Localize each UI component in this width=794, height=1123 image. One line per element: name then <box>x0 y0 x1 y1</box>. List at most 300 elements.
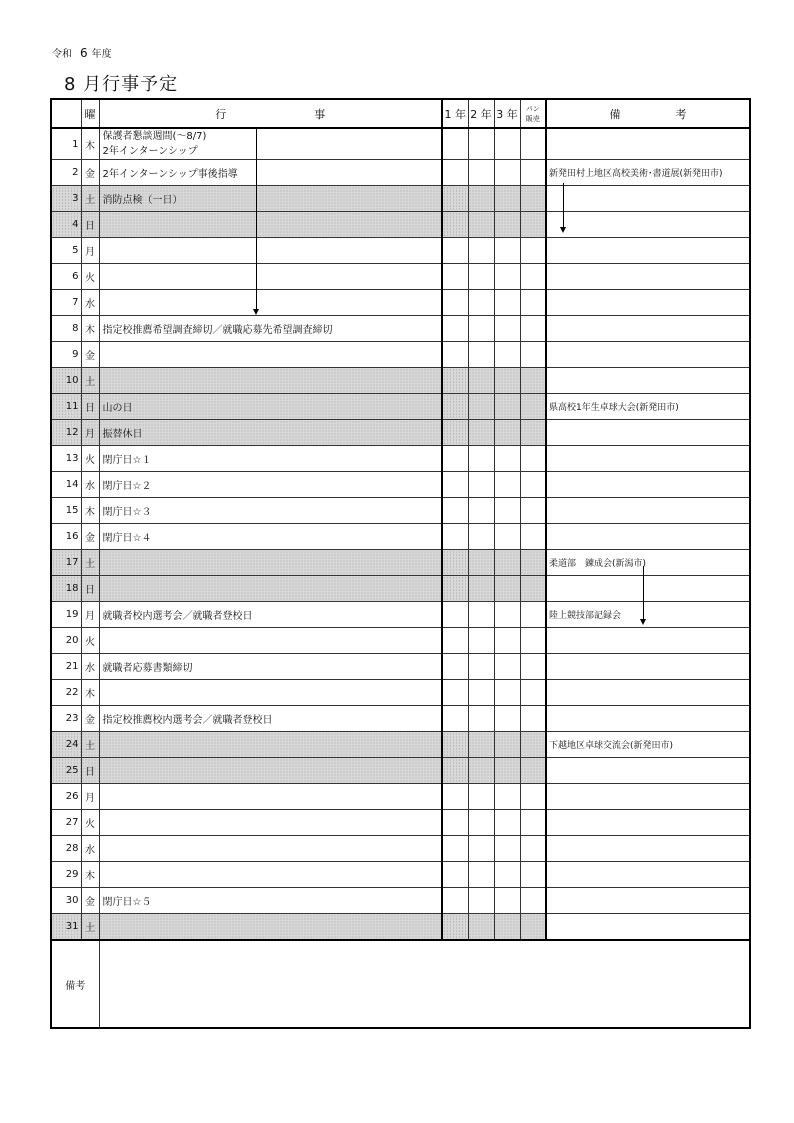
grade1-cell <box>442 550 468 576</box>
continuation-arrow-week1 <box>256 129 257 313</box>
weekday-cell: 木 <box>81 862 99 888</box>
weekday-cell: 日 <box>81 576 99 602</box>
bread-sale-cell <box>520 524 546 550</box>
weekday-cell: 日 <box>81 758 99 784</box>
weekday-cell: 木 <box>81 316 99 342</box>
table-row <box>51 732 750 758</box>
remarks-cell <box>546 342 750 368</box>
grade3-cell <box>494 654 520 680</box>
table-row <box>51 836 750 862</box>
table-row <box>51 628 750 654</box>
weekday-cell: 金 <box>81 160 99 186</box>
grade1-cell <box>442 128 468 160</box>
remarks-cell: 陸上競技部記録会 <box>546 602 750 628</box>
table-row <box>51 888 750 914</box>
grade2-header: 2 年 <box>468 99 494 128</box>
remarks-cell <box>546 264 750 290</box>
grade2-cell <box>468 238 494 264</box>
grade2-cell <box>468 810 494 836</box>
weekday-cell: 金 <box>81 888 99 914</box>
fiscal-year-line <box>52 45 112 60</box>
year-suffix: 年度 <box>91 49 112 60</box>
day-cell: 12 <box>51 420 81 446</box>
day-cell: 27 <box>51 810 81 836</box>
grade1-cell <box>442 836 468 862</box>
grade1-cell <box>442 576 468 602</box>
weekday-cell: 木 <box>81 498 99 524</box>
event-line: 閉庁日☆５ <box>102 897 152 908</box>
weekday-cell: 土 <box>81 368 99 394</box>
grade3-cell <box>494 264 520 290</box>
bread-sale-cell <box>520 784 546 810</box>
day-cell: 20 <box>51 628 81 654</box>
remarks-cell: 県高校1年生卓球大会(新発田市) <box>546 394 750 420</box>
grade3-cell <box>494 810 520 836</box>
grade3-cell <box>494 238 520 264</box>
day-cell: 3 <box>51 186 81 212</box>
dow-header: 曜 <box>81 99 99 128</box>
table-row <box>51 550 750 576</box>
day-cell: 8 <box>51 316 81 342</box>
grade1-header: 1 年 <box>442 99 468 128</box>
remarks-cell <box>546 628 750 654</box>
bread-sale-header-top: パン <box>525 104 540 113</box>
grade2-cell <box>468 550 494 576</box>
grade3-cell <box>494 706 520 732</box>
remarks-cell: 新発田村上地区高校美術･書道展(新発田市) <box>546 160 750 186</box>
grade3-header: 3 年 <box>494 99 520 128</box>
grade1-cell <box>442 316 468 342</box>
events-cell <box>99 394 442 420</box>
remarks-cell <box>546 498 750 524</box>
weekday-cell: 火 <box>81 446 99 472</box>
grade3-cell <box>494 420 520 446</box>
continuation-arrow-art-exhibit <box>563 183 564 231</box>
weekday-cell: 火 <box>81 628 99 654</box>
grade3-cell <box>494 524 520 550</box>
event-line: 就職者校内選考会／就職者登校日 <box>102 611 253 622</box>
grade2-cell <box>468 186 494 212</box>
table-row <box>51 316 750 342</box>
day-cell: 6 <box>51 264 81 290</box>
events-cell <box>99 836 442 862</box>
weekday-cell: 月 <box>81 784 99 810</box>
grade1-cell <box>442 186 468 212</box>
remarks-cell <box>546 420 750 446</box>
bread-sale-cell <box>520 498 546 524</box>
grade2-cell <box>468 498 494 524</box>
event-line: 閉庁日☆３ <box>102 507 152 518</box>
weekday-cell: 土 <box>81 914 99 941</box>
remarks-header: 備 考 <box>546 99 750 128</box>
grade3-cell <box>494 784 520 810</box>
weekday-cell: 月 <box>81 602 99 628</box>
events-cell <box>99 160 442 186</box>
grade1-cell <box>442 368 468 394</box>
remarks-cell <box>546 680 750 706</box>
grade3-cell <box>494 368 520 394</box>
grade1-cell <box>442 498 468 524</box>
grade2-cell <box>468 342 494 368</box>
grade2-cell <box>468 368 494 394</box>
grade2-cell <box>468 160 494 186</box>
grade1-cell <box>442 524 468 550</box>
grade3-cell <box>494 160 520 186</box>
grade2-cell <box>468 706 494 732</box>
bread-sale-cell <box>520 628 546 654</box>
events-cell <box>99 810 442 836</box>
weekday-cell: 水 <box>81 836 99 862</box>
remarks-cell <box>546 914 750 941</box>
grade2-cell <box>468 472 494 498</box>
grade1-cell <box>442 420 468 446</box>
remarks-cell <box>546 888 750 914</box>
grade3-cell <box>494 836 520 862</box>
bread-sale-cell <box>520 186 546 212</box>
day-cell: 30 <box>51 888 81 914</box>
weekday-cell: 水 <box>81 654 99 680</box>
grade2-cell <box>468 394 494 420</box>
events-cell <box>99 628 442 654</box>
day-cell: 29 <box>51 862 81 888</box>
remarks-cell <box>546 810 750 836</box>
weekday-cell: 火 <box>81 264 99 290</box>
event-line: 振替休日 <box>102 429 143 440</box>
weekday-cell: 月 <box>81 420 99 446</box>
grade3-cell <box>494 316 520 342</box>
day-cell: 25 <box>51 758 81 784</box>
bread-sale-cell <box>520 888 546 914</box>
bread-sale-cell <box>520 472 546 498</box>
grade3-cell <box>494 680 520 706</box>
notes-label: 備考 <box>51 940 99 1028</box>
notes-area <box>99 940 750 1028</box>
grade3-cell <box>494 602 520 628</box>
events-cell <box>99 914 442 941</box>
day-cell: 4 <box>51 212 81 238</box>
events-cell <box>99 654 442 680</box>
grade3-cell <box>494 914 520 941</box>
grade1-cell <box>442 394 468 420</box>
table-row <box>51 186 750 212</box>
table-row <box>51 160 750 186</box>
bread-sale-cell <box>520 316 546 342</box>
grade3-cell <box>494 758 520 784</box>
remarks-cell: 柔道部 錬成会(新潟市) <box>546 550 750 576</box>
grade2-cell <box>468 680 494 706</box>
events-cell <box>99 524 442 550</box>
bread-sale-cell <box>520 862 546 888</box>
grade1-cell <box>442 602 468 628</box>
grade2-cell <box>468 862 494 888</box>
weekday-cell: 金 <box>81 342 99 368</box>
events-cell <box>99 602 442 628</box>
day-header <box>51 99 81 128</box>
bread-sale-cell <box>520 368 546 394</box>
events-cell <box>99 342 442 368</box>
event-line: 山の日 <box>102 403 133 414</box>
table-row <box>51 342 750 368</box>
grade1-cell <box>442 810 468 836</box>
table-row <box>51 128 750 160</box>
table-row <box>51 394 750 420</box>
grade2-cell <box>468 628 494 654</box>
grade2-cell <box>468 914 494 941</box>
events-cell <box>99 498 442 524</box>
grade1-cell <box>442 628 468 654</box>
grade3-cell <box>494 498 520 524</box>
bread-sale-cell <box>520 758 546 784</box>
event-line: 閉庁日☆２ <box>102 481 152 492</box>
day-cell: 2 <box>51 160 81 186</box>
bread-sale-cell <box>520 550 546 576</box>
bread-sale-cell <box>520 238 546 264</box>
grade1-cell <box>442 446 468 472</box>
events-cell <box>99 316 442 342</box>
day-cell: 26 <box>51 784 81 810</box>
day-cell: 22 <box>51 680 81 706</box>
continuation-arrow-judo <box>643 566 644 623</box>
day-cell: 15 <box>51 498 81 524</box>
grade2-cell <box>468 836 494 862</box>
table-row <box>51 784 750 810</box>
weekday-cell: 日 <box>81 212 99 238</box>
event-line: 保護者懇談週間(～8/7) <box>102 131 207 142</box>
weekday-cell: 日 <box>81 394 99 420</box>
events-cell <box>99 212 442 238</box>
table-row <box>51 862 750 888</box>
page-title: 8 月行事予定 <box>64 74 179 95</box>
grade2-cell <box>468 654 494 680</box>
bread-sale-cell <box>520 290 546 316</box>
events-cell <box>99 758 442 784</box>
bread-sale-header-bottom: 販売 <box>525 114 540 123</box>
events-cell <box>99 264 442 290</box>
events-cell <box>99 128 442 160</box>
grade2-cell <box>468 128 494 160</box>
grade3-cell <box>494 342 520 368</box>
notes-row <box>51 940 750 1028</box>
weekday-cell: 土 <box>81 186 99 212</box>
grade3-cell <box>494 472 520 498</box>
grade3-cell <box>494 862 520 888</box>
table-row <box>51 524 750 550</box>
bread-sale-cell <box>520 446 546 472</box>
bread-sale-cell <box>520 264 546 290</box>
table-row <box>51 212 750 238</box>
grade2-cell <box>468 264 494 290</box>
event-line: 指定校推薦校内選考会／就職者登校日 <box>102 715 273 726</box>
events-cell <box>99 420 442 446</box>
table-row <box>51 810 750 836</box>
table-row <box>51 680 750 706</box>
table-row <box>51 706 750 732</box>
grade2-cell <box>468 602 494 628</box>
remarks-cell <box>546 368 750 394</box>
day-cell: 18 <box>51 576 81 602</box>
bread-sale-cell <box>520 914 546 941</box>
bread-sale-cell <box>520 654 546 680</box>
day-cell: 13 <box>51 446 81 472</box>
bread-sale-cell <box>520 810 546 836</box>
grade2-cell <box>468 888 494 914</box>
header-row <box>51 99 750 128</box>
day-cell: 1 <box>51 128 81 160</box>
events-cell <box>99 368 442 394</box>
remarks-cell <box>546 290 750 316</box>
bread-sale-cell <box>520 836 546 862</box>
event-line: 指定校推薦希望調査締切／就職応募先希望調査締切 <box>102 325 333 336</box>
weekday-cell: 木 <box>81 680 99 706</box>
events-cell <box>99 888 442 914</box>
events-cell <box>99 186 442 212</box>
event-line: 消防点検（一日） <box>102 195 183 206</box>
day-cell: 16 <box>51 524 81 550</box>
weekday-cell: 土 <box>81 732 99 758</box>
table-row <box>51 446 750 472</box>
grade1-cell <box>442 914 468 941</box>
grade3-cell <box>494 576 520 602</box>
bread-sale-cell <box>520 394 546 420</box>
remarks-cell <box>546 862 750 888</box>
bread-sale-cell <box>520 602 546 628</box>
bread-sale-cell <box>520 680 546 706</box>
remarks-cell <box>546 706 750 732</box>
grade2-cell <box>468 732 494 758</box>
grade1-cell <box>442 680 468 706</box>
grade3-cell <box>494 888 520 914</box>
grade3-cell <box>494 550 520 576</box>
grade1-cell <box>442 212 468 238</box>
grade1-cell <box>442 888 468 914</box>
event-line: 2年インターンシップ <box>102 146 198 157</box>
grade2-cell <box>468 446 494 472</box>
schedule-table <box>50 98 751 1029</box>
grade1-cell <box>442 732 468 758</box>
event-line: 就職者応募書類締切 <box>102 663 193 674</box>
table-row <box>51 576 750 602</box>
events-cell <box>99 550 442 576</box>
grade1-cell <box>442 160 468 186</box>
grade3-cell <box>494 212 520 238</box>
grade1-cell <box>442 706 468 732</box>
bread-sale-header <box>520 99 546 128</box>
weekday-cell: 月 <box>81 238 99 264</box>
events-cell <box>99 680 442 706</box>
weekday-cell: 土 <box>81 550 99 576</box>
table-row <box>51 420 750 446</box>
grade2-cell <box>468 576 494 602</box>
events-cell <box>99 472 442 498</box>
events-cell <box>99 576 442 602</box>
grade2-cell <box>468 784 494 810</box>
grade1-cell <box>442 342 468 368</box>
bread-sale-cell <box>520 342 546 368</box>
remarks-cell <box>546 524 750 550</box>
grade1-cell <box>442 472 468 498</box>
events-cell <box>99 290 442 316</box>
day-cell: 17 <box>51 550 81 576</box>
bread-sale-cell <box>520 128 546 160</box>
events-cell <box>99 862 442 888</box>
remarks-cell <box>546 186 750 212</box>
grade3-cell <box>494 628 520 654</box>
grade1-cell <box>442 784 468 810</box>
grade2-cell <box>468 524 494 550</box>
remarks-cell <box>546 238 750 264</box>
table-row <box>51 264 750 290</box>
day-cell: 11 <box>51 394 81 420</box>
event-line: 閉庁日☆４ <box>102 533 152 544</box>
table-row <box>51 472 750 498</box>
event-line: 閉庁日☆１ <box>102 455 152 466</box>
remarks-cell <box>546 128 750 160</box>
bread-sale-cell <box>520 420 546 446</box>
grade3-cell <box>494 732 520 758</box>
bread-sale-cell <box>520 212 546 238</box>
grade2-cell <box>468 420 494 446</box>
grade2-cell <box>468 290 494 316</box>
grade1-cell <box>442 238 468 264</box>
day-cell: 5 <box>51 238 81 264</box>
day-cell: 31 <box>51 914 81 941</box>
grade3-cell <box>494 394 520 420</box>
day-cell: 24 <box>51 732 81 758</box>
remarks-cell <box>546 316 750 342</box>
remarks-cell <box>546 472 750 498</box>
schedule-body <box>51 128 750 940</box>
day-cell: 7 <box>51 290 81 316</box>
weekday-cell: 火 <box>81 810 99 836</box>
remarks-cell <box>546 212 750 238</box>
grade3-cell <box>494 128 520 160</box>
day-cell: 23 <box>51 706 81 732</box>
events-cell <box>99 706 442 732</box>
remarks-cell: 下越地区卓球交流会(新発田市) <box>546 732 750 758</box>
grade2-cell <box>468 758 494 784</box>
grade2-cell <box>468 316 494 342</box>
events-cell <box>99 732 442 758</box>
table-row <box>51 238 750 264</box>
bread-sale-cell <box>520 160 546 186</box>
bread-sale-cell <box>520 576 546 602</box>
day-cell: 9 <box>51 342 81 368</box>
events-cell <box>99 238 442 264</box>
table-row <box>51 290 750 316</box>
table-row <box>51 654 750 680</box>
grade1-cell <box>442 264 468 290</box>
remarks-cell <box>546 576 750 602</box>
remarks-cell <box>546 758 750 784</box>
table-row <box>51 758 750 784</box>
grade3-cell <box>494 446 520 472</box>
table-row <box>51 498 750 524</box>
grade1-cell <box>442 290 468 316</box>
events-cell <box>99 446 442 472</box>
day-cell: 10 <box>51 368 81 394</box>
remarks-cell <box>546 784 750 810</box>
weekday-cell: 木 <box>81 128 99 160</box>
weekday-cell: 水 <box>81 290 99 316</box>
day-cell: 19 <box>51 602 81 628</box>
era-label: 令和 <box>52 49 72 60</box>
events-cell <box>99 784 442 810</box>
day-cell: 21 <box>51 654 81 680</box>
bread-sale-cell <box>520 706 546 732</box>
weekday-cell: 金 <box>81 524 99 550</box>
grade3-cell <box>494 290 520 316</box>
weekday-cell: 水 <box>81 472 99 498</box>
